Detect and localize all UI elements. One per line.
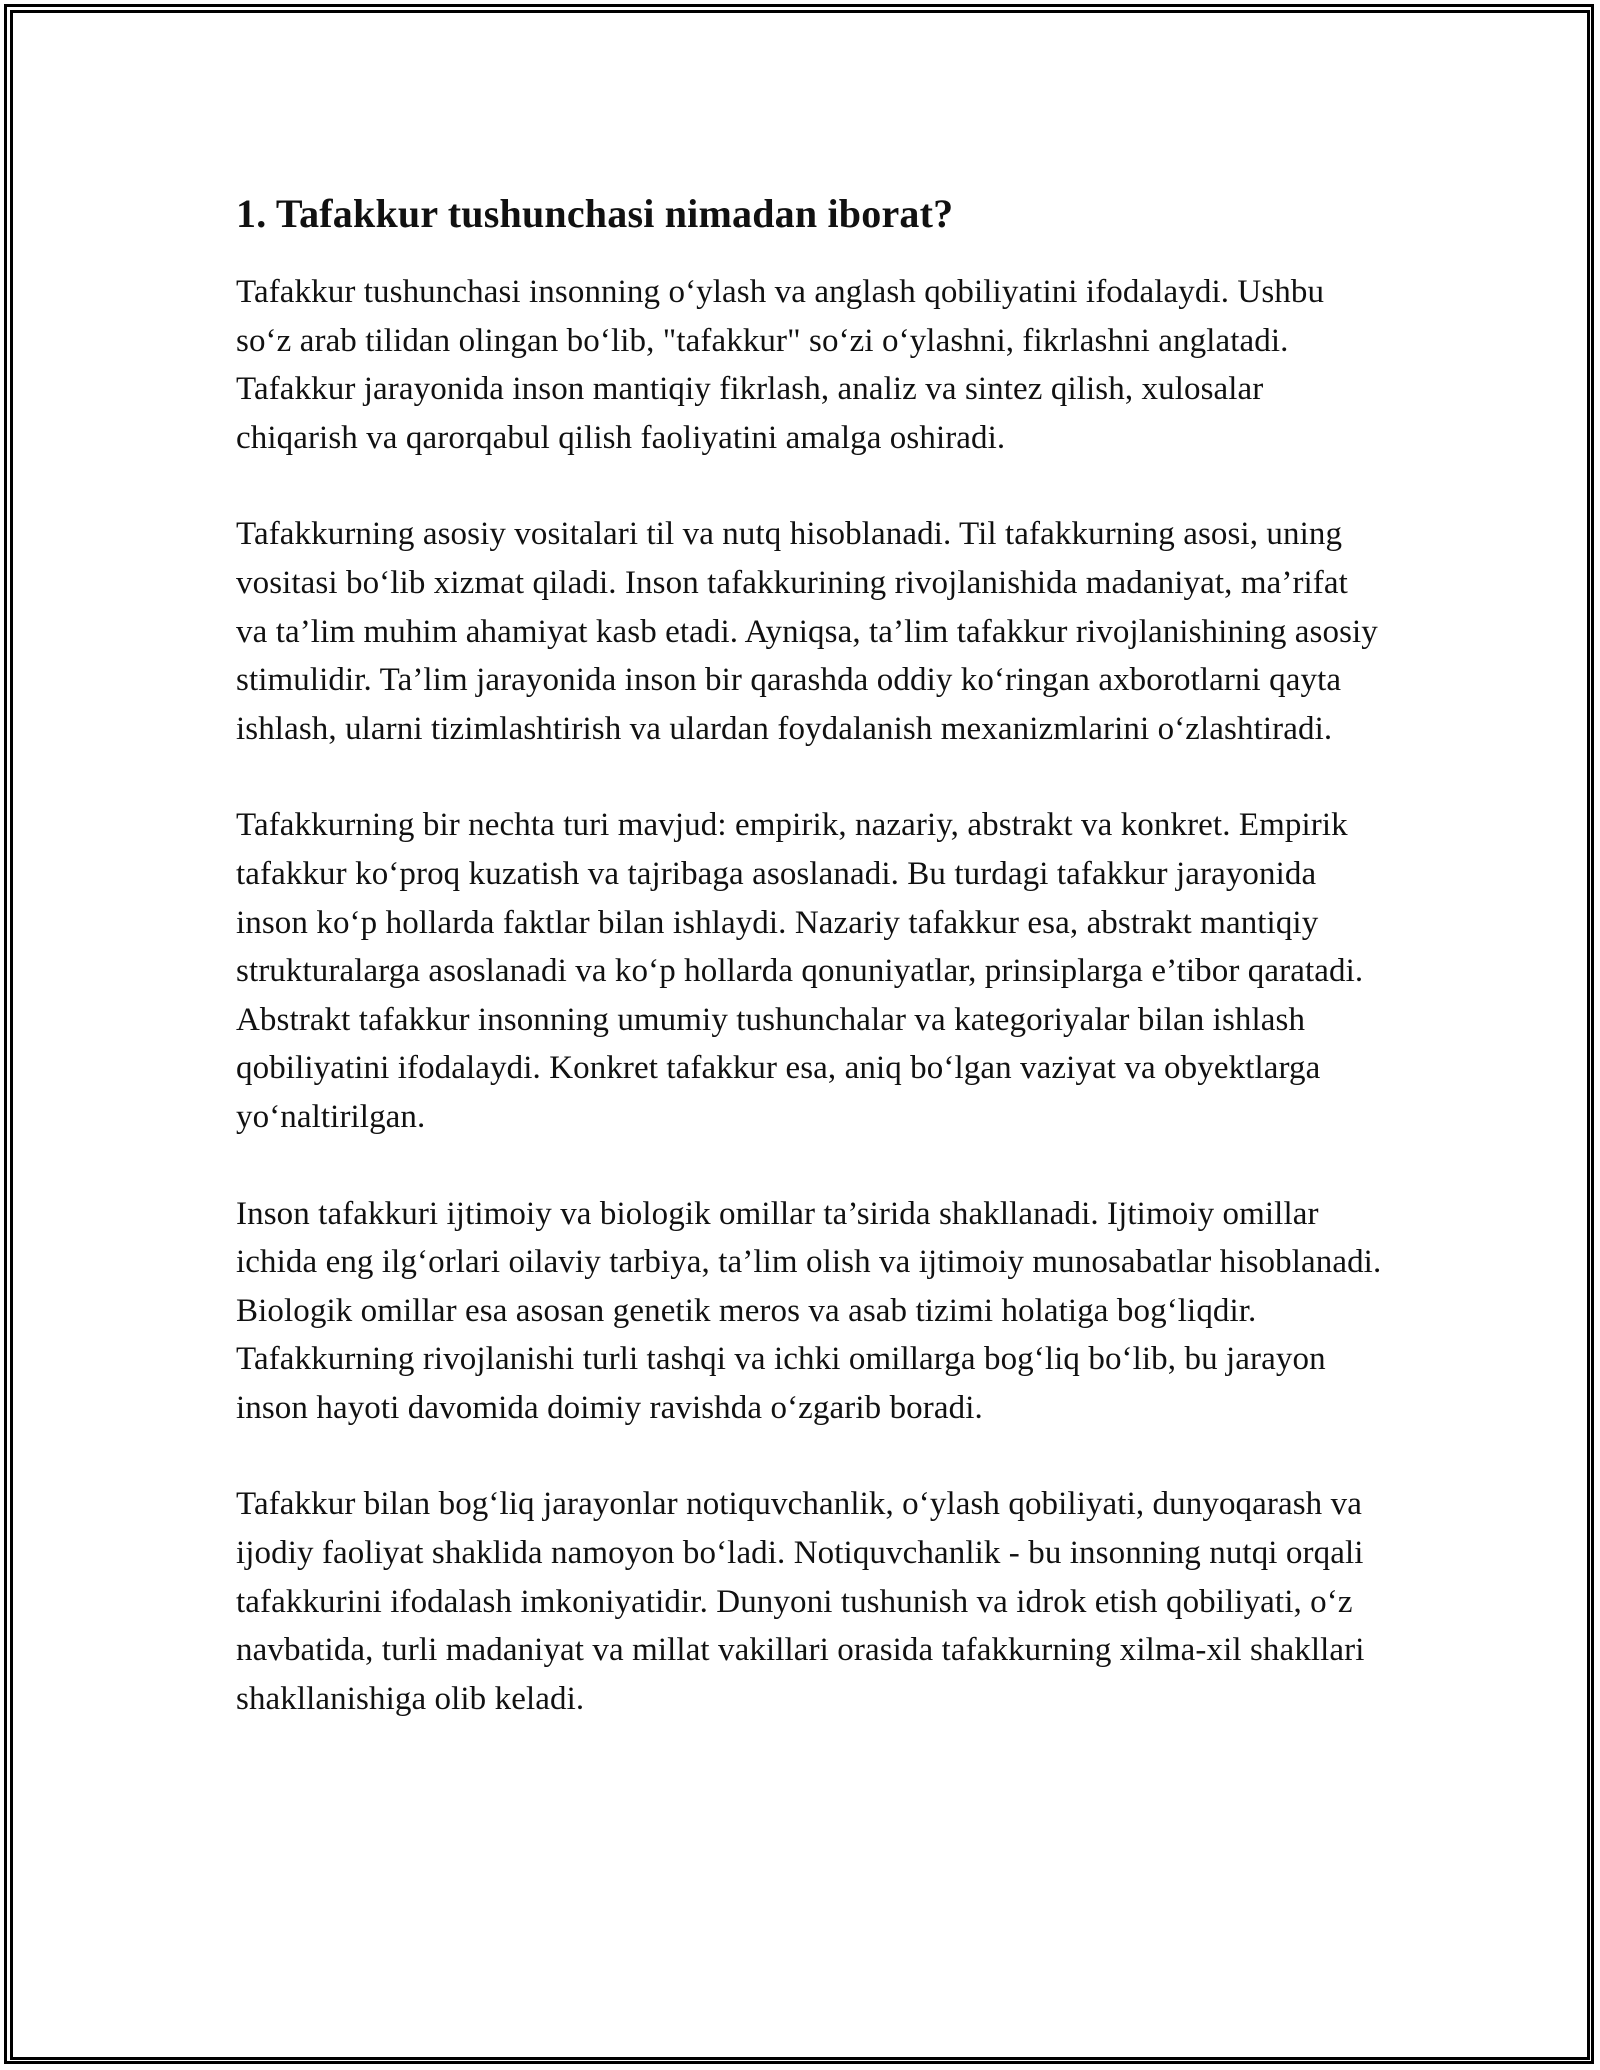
document-body [236, 188, 1386, 1771]
paragraph-definition: Tafakkur tushunchasi insonning o‘ylash va anglash qobiliyatini ifodalaydi. Ushbu so‘z arab tilidan olingan bo‘lib, "tafakkur" so‘zi o‘ylashni, fikrlashni anglatadi. Tafakkur jarayonida inson mantiqiy fikrlash, analiz va sintez qilish, xulosalar chiqarish va qarorqabul qilish faoliyatini amalga oshiradi. [236, 274, 1325, 456]
paragraph-language-tools: Tafakkurning asosiy vositalari til va nutq hisoblanadi. Til tafakkurning asosi, uning vositasi bo‘lib xizmat qiladi. Inson tafakkurining rivojlanishida madaniyat, ma’rifat va ta’lim muhim ahamiyat kasb etadi. Ayniqsa, ta’lim tafakkur rivojlanishining asosiy stimulidir. Ta’lim jarayonida inson bir qarashda oddiy ko‘ringan axborotlarni qayta ishlash, ularni tizimlashtirish va ulardan foydalanish mexanizmlarini o‘zlashtiradi. [236, 516, 1378, 747]
paragraph-factors: Inson tafakkuri ijtimoiy va biologik omillar ta’sirida shakllanadi. Ijtimoiy omillar ichida eng ilg‘orlari oilaviy tarbiya, ta’lim olish va ijtimoiy munosabatlar hisoblanadi. Biologik omillar esa asosan genetik meros va asab tizimi holatiga bog‘liqdir. Tafakkurning rivojlanishi turli tashqi va ichki omillarga bog‘liq bo‘lib, bu jarayon inson hayoti davomida doimiy ravishda o‘zgarib boradi. [236, 1195, 1382, 1426]
paragraph-related-processes: Tafakkur bilan bog‘liq jarayonlar notiquvchanlik, o‘ylash qobiliyati, dunyoqarash va ijodiy faoliyat shaklida namoyon bo‘ladi. Notiquvchanlik - bu insonning nutqi orqali tafakkurini ifodalash imkoniyatidir. Dunyoni tushunish va idrok etish qobiliyati, o‘z navbatida, turli madaniyat va millat vakillari orasida tafakkurning xilma-xil shakllari shakllanishiga olib keladi. [236, 1486, 1365, 1717]
paragraph-types: Tafakkurning bir nechta turi mavjud: empirik, nazariy, abstrakt va konkret. Empirik tafakkur ko‘proq kuzatish va tajribaga asoslanadi. Bu turdagi tafakkur jarayonida inson ko‘p hollarda faktlar bilan ishlaydi. Nazariy tafakkur esa, abstrakt mantiqiy strukturalarga asoslanadi va ko‘p hollarda qonuniyatlar, prinsiplarga e’tibor qaratadi. Abstrakt tafakkur insonning umumiy tushunchalar va kategoriyalar bilan ishlash qobiliyatini ifodalaydi. Konkret tafakkur esa, aniq bo‘lgan vaziyat va obyektlarga yo‘naltirilgan. [236, 807, 1364, 1135]
section-heading: 1. Tafakkur tushunchasi nimadan iborat? [236, 191, 954, 236]
